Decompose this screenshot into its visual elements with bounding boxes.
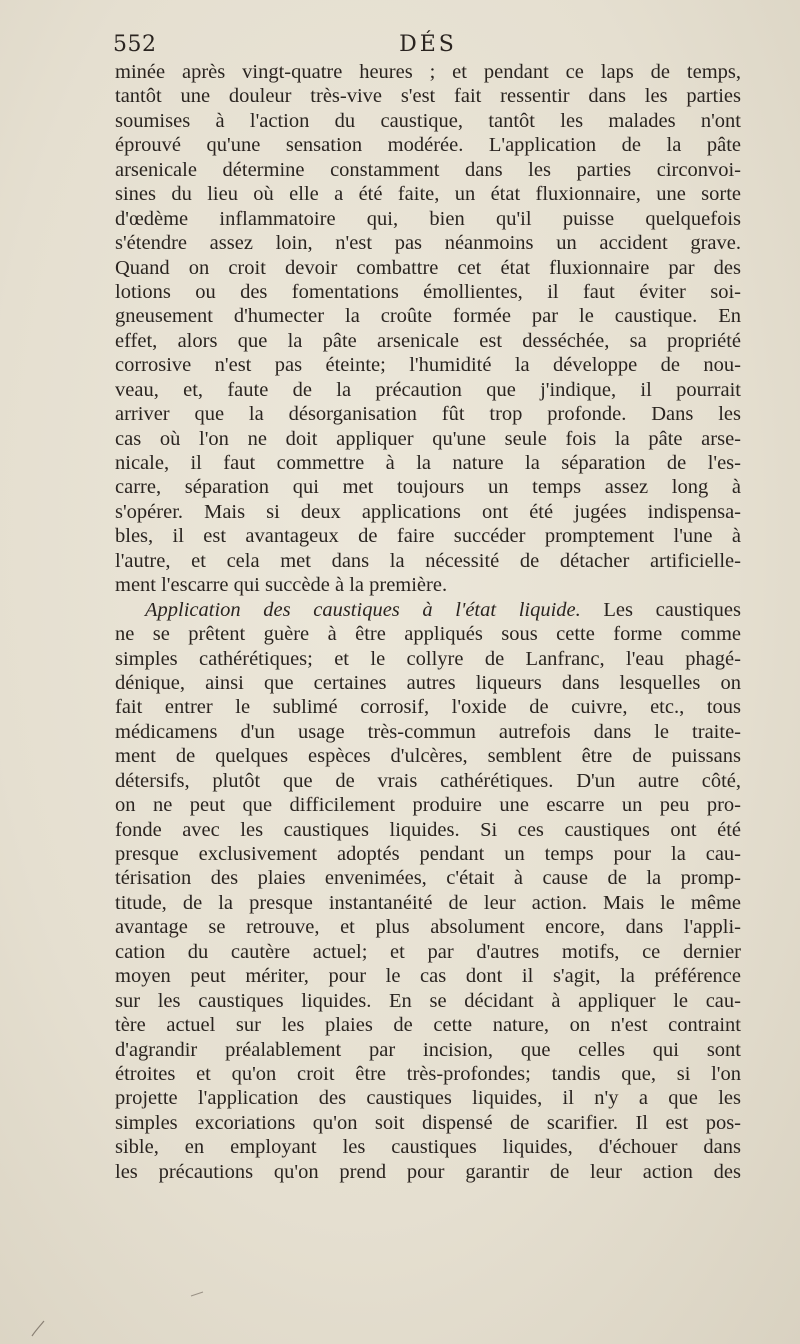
page-header [113,32,743,62]
text-line [115,598,741,622]
text-line: tantôt une douleur très-vive s'est fait ressentir dans les parties [115,85,741,108]
text-line: projette l'application des caustiques liquides, il n'y a que les [115,1087,741,1110]
text-line: fonde avec les caustiques liquides. Si ces caustiques ont été [115,818,741,841]
text-line: lotions ou des fomentations émollientes, il faut éviter soi- [115,280,741,303]
text-line: sur les caustiques liquides. En se décidant à appliquer le cau- [115,989,741,1012]
text-line: l'autre, et cela met dans la nécessité de détacher artificielle- [115,549,741,572]
text-line: d'agrandir préalablement par incision, que celles qui sont [115,1038,741,1061]
text-line: dénique, ainsi que certaines autres liqueurs dans lesquelles on [115,671,741,694]
text-line: étroites et qu'on croit être très-profondes; tandis que, si l'on [115,1062,741,1085]
text-line: corrosive n'est pas éteinte; l'humidité la développe de nou- [115,354,741,377]
text-line: soumises à l'action du caustique, tantôt les malades n'ont [115,109,741,132]
page-number: 552 [113,32,157,57]
text-line: bles, il est avantageux de faire succéder promptement l'une à [115,525,741,548]
text-line: arriver que la désorganisation fût trop profonde. Dans les [115,403,741,426]
text-line: les précautions qu'on prend pour garantir de leur action des [115,1160,741,1183]
text-line: arsenicale détermine constamment dans les parties circonvoi- [115,158,741,181]
text-line: effet, alors que la pâte arsenicale est desséchée, sa propriété [115,329,741,352]
text-line: s'étendre assez loin, n'est pas néanmoins un accident grave. [115,232,741,255]
text-line: ne se prêtent guère à être appliqués sous cette forme comme [115,623,741,646]
text-line: on ne peut que difficilement produire une escarre un peu pro- [115,794,741,817]
text-run: Les caustiques [580,598,741,621]
text-line: simples cathérétiques; et le collyre de Lanfranc, l'eau phagé- [115,647,741,670]
text-line: sible, en employant les caustiques liquides, d'échouer dans [115,1136,741,1159]
text-line: térisation des plaies envenimées, c'était à cause de la promp- [115,867,741,890]
margin-scratch-mark [190,1290,204,1298]
body-text [115,60,741,1184]
text-line: ment de quelques espèces d'ulcères, semblent être de puissans [115,745,741,768]
text-line: éprouvé qu'une sensation modérée. L'application de la pâte [115,134,741,157]
text-line: minée après vingt-quatre heures ; et pendant ce laps de temps, [115,61,741,83]
paragraph-1 [115,60,741,598]
running-head: DÉS [399,32,457,57]
text-line: moyen peut mériter, pour le cas dont il s'agit, la préférence [115,965,741,988]
text-line: s'opérer. Mais si deux applications ont été jugées indispensa- [115,500,741,523]
text-line: Quand on croit devoir combattre cet état fluxionnaire par des [115,256,741,279]
text-line: médicamens d'un usage très-commun autrefois dans le traite- [115,720,741,743]
section-heading: Application des caustiques à l'état liquide. [145,598,581,621]
text-line: titude, de la presque instantanéité de leur action. Mais le même [115,891,741,914]
text-line: fait entrer le sublimé corrosif, l'oxide de cuivre, etc., tous [115,696,741,719]
text-line: presque exclusivement adoptés pendant un temps pour la cau- [115,843,741,865]
text-line: veau, et, faute de la précaution que j'indique, il pourrait [115,378,741,401]
text-line: détersifs, plutôt que de vrais cathérétiques. D'un autre côté, [115,769,741,792]
text-line: d'œdème inflammatoire qui, bien qu'il puisse quelquefois [115,207,741,230]
paragraph-2 [115,598,741,1185]
text-line: tère actuel sur les plaies de cette nature, on n'est contraint [115,1014,741,1037]
text-line: nicale, il faut commettre à la nature la séparation de l'es- [115,452,741,474]
margin-scratch-mark [28,1318,48,1340]
text-line: avantage se retrouve, et plus absolument encore, dans l'appli- [115,916,741,939]
text-line: cation du cautère actuel; et par d'autres motifs, ce dernier [115,940,741,963]
text-line: carre, séparation qui met toujours un temps assez long à [115,476,741,499]
text-line: simples excoriations qu'on soit dispensé de scarifier. Il est pos- [115,1111,741,1134]
text-line: ment l'escarre qui succède à la première. [115,574,448,597]
text-line: sines du lieu où elle a été faite, un état fluxionnaire, une sorte [115,183,741,206]
text-line: cas où l'on ne doit appliquer qu'une seule fois la pâte arse- [115,427,741,450]
text-line: gneusement d'humecter la croûte formée par le caustique. En [115,305,741,328]
